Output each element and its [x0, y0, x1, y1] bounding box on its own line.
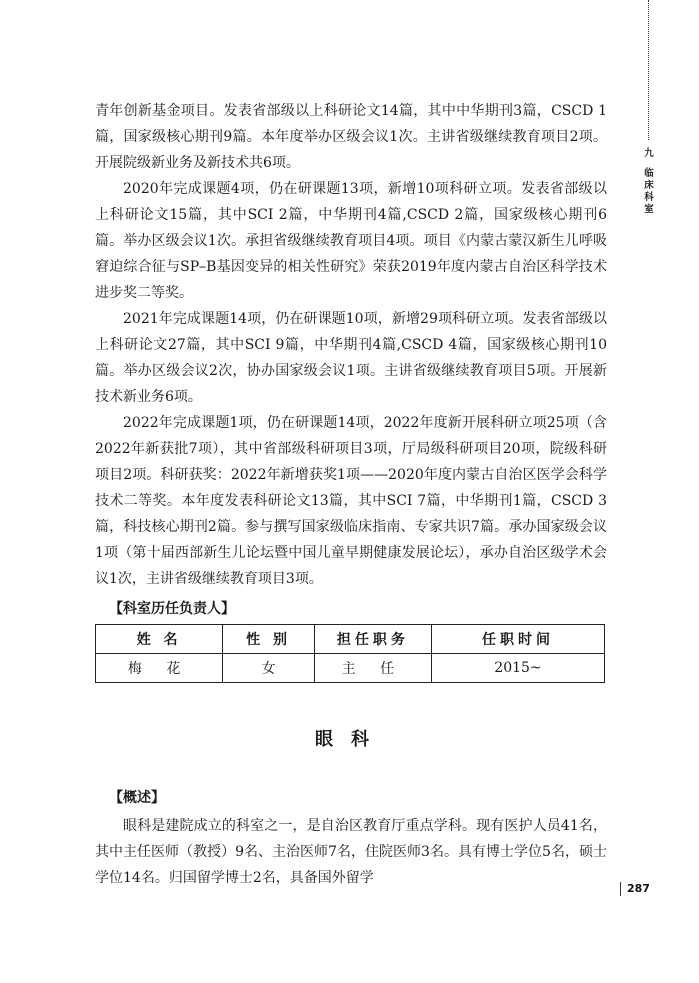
table-header-row	[96, 625, 605, 654]
paragraph-2020: 2020年完成课题4项，仍在研课题13项，新增10项科研立项。发表省部级以上科研论文15篇，其中SCI 2篇，中华期刊4篇,CSCD 2篇，国家级核心期刊6篇。举办区级会议1次。承担省级继续教育项目4项。项目《内蒙古蒙汉新生儿呼吸窘迫综合征与SP–B基因变异的相关性研究》荣获2019年度内蒙古自治区科学技术进步奖二等奖。	[95, 181, 607, 301]
cell-tenure: 2015~	[431, 654, 604, 683]
chapter-side-label	[641, 148, 657, 216]
cell-name: 梅 花	[96, 654, 223, 683]
cell-position: 主 任	[314, 654, 431, 683]
chapter-number: 九	[644, 148, 654, 159]
header-name: 姓 名	[96, 625, 223, 654]
cell-gender: 女	[223, 654, 315, 683]
main-content	[95, 98, 607, 891]
chapter-label: 临 床 科 室	[644, 168, 654, 215]
leaders-section-label: 【科室历任负责人】	[109, 601, 235, 617]
paragraph-continued: 青年创新基金项目。发表省部级以上科研论文14篇，其中中华期刊3篇，CSCD 1篇，国家级核心期刊9篇。本年度举办区级会议1次。主讲省级继续教育项目2项。开展院级新业务及新技术共6项。	[95, 103, 607, 171]
header-tenure: 任职时间	[431, 625, 604, 654]
table-row	[96, 654, 605, 683]
overview-paragraph: 眼科是建院成立的科室之一，是自治区教育厅重点学科。现有医护人员41名，其中主任医师（教授）9名、主治医师7名，住院医师3名。具有博士学位5名，硕士学位14名。归国留学博士2名，具备国外留学	[95, 818, 607, 886]
header-position: 担任职务	[314, 625, 431, 654]
paragraph-2021: 2021年完成课题14项，仍在研课题10项，新增29项科研立项。发表省部级以上科研论文27篇，其中SCI 9篇，中华期刊4篇,CSCD 4篇，国家级核心期刊10篇。举办区级会议2次，协办国家级会议1项。主讲省级继续教育项目5项。开展新技术新业务6项。	[95, 311, 607, 405]
paragraph-2022: 2022年完成课题1项，仍在研课题14项，2022年度新开展科研立项25项（含2022年新获批7项），其中省部级科研项目3项，厅局级科研项目20项，院级科研项目2项。科研获奖：2022年新增获奖1项——2020年度内蒙古自治区医学会科学技术二等奖。本年度发表科研论文13篇，其中SCI 7篇，中华期刊1篇，CSCD 3篇，科技核心期刊2篇。参与撰写国家级临床指南、专家共识7篇。承办国家级会议1项（第十届西部新生儿论坛暨中国儿童早期健康发展论坛），承办自治区级学术会议1次，主讲省级继续教育项目3项。	[95, 415, 607, 587]
section-title-ophthalmology: 眼科	[315, 729, 387, 750]
header-gender: 性 别	[223, 625, 315, 654]
overview-label: 【概述】	[109, 790, 165, 806]
page-number: 287	[620, 878, 699, 900]
margin-dotted-line	[648, 0, 649, 140]
leaders-table	[95, 624, 605, 683]
